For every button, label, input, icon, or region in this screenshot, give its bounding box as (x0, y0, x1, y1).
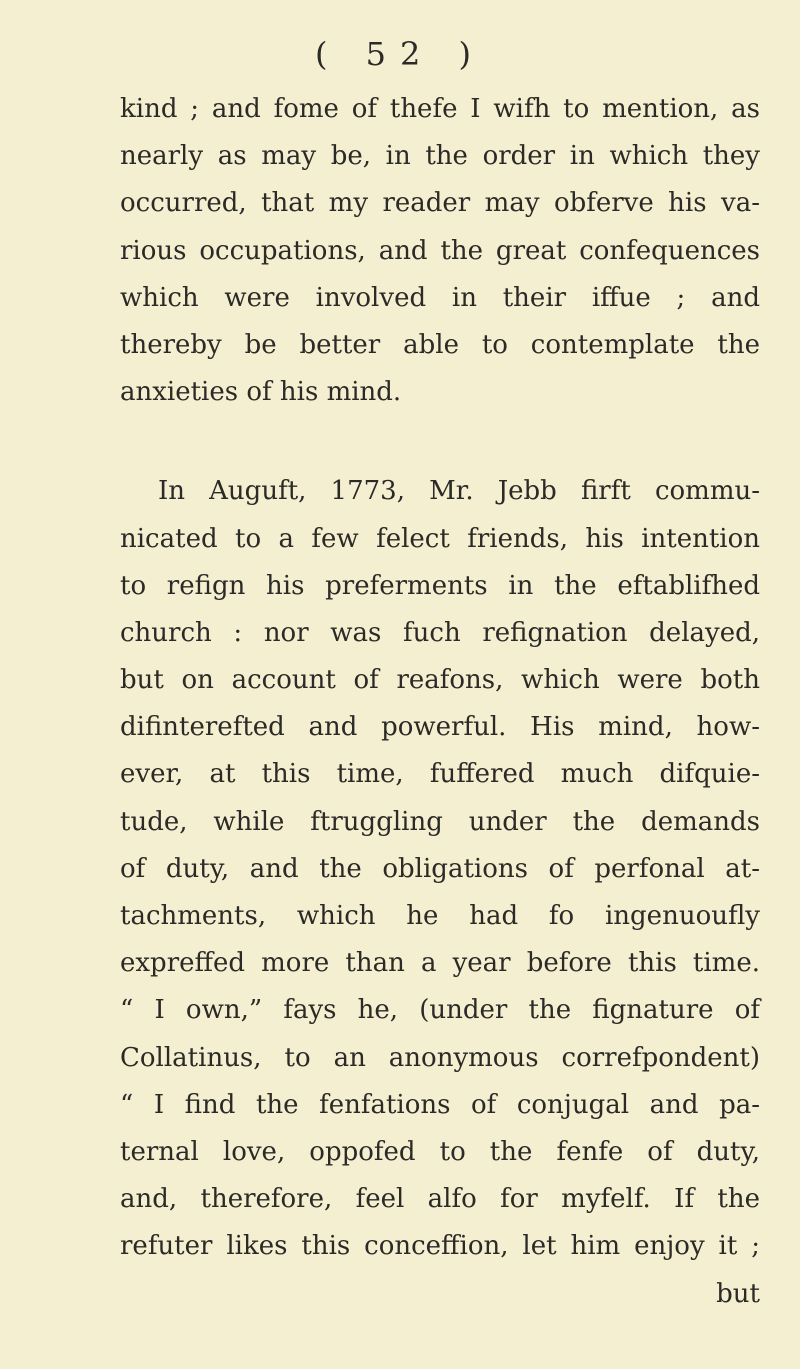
text-line: anxieties of his mind. (120, 377, 402, 408)
text-line: ever, at this time, fuffered much difquie- (120, 759, 760, 790)
body-text (120, 86, 760, 1318)
text-line: expreffed more than a year before this time. (120, 948, 760, 979)
catchword: but (716, 1278, 760, 1309)
text-line: but on account of reafons, which were both (120, 665, 760, 696)
text-line: which were involved in their iffue ; and (120, 282, 760, 313)
text-line: In Auguft, 1773, Mr. Jebb firft commu- (158, 476, 760, 507)
text-line: church : nor was fuch refignation delayed, (120, 617, 760, 648)
paragraph-2 (120, 468, 760, 1270)
text-line: thereby be better able to contemplate the (120, 329, 760, 360)
text-line: “ I find the fenfations of conjugal and pa- (120, 1089, 760, 1120)
text-line: rious occupations, and the great confequences (120, 235, 760, 266)
text-line: occurred, that my reader may obferve his va- (120, 188, 760, 219)
text-line: tachments, which he had fo ingenuoufly (120, 901, 760, 931)
text-line: nearly as may be, in the order in which they (120, 141, 760, 172)
text-line: tude, while ftruggling under the demands (120, 806, 760, 837)
paragraph-gap (120, 416, 760, 468)
text-line: nicated to a few felect friends, his intention (120, 523, 760, 554)
page-number: ( 52 ) (314, 35, 486, 73)
text-line: ternal love, oppofed to the fenfe of duty, (120, 1136, 760, 1167)
text-line: to refign his preferments in the eftablifhed (120, 570, 760, 601)
text-line: Collatinus, to an anonymous correfpondent) (120, 1042, 760, 1073)
text-line: kind ; and fome of thefe I wifh to mention, as (120, 94, 760, 124)
text-line: “ I own,” fays he, (under the fignature of (120, 995, 760, 1026)
paragraph-1 (120, 86, 760, 416)
text-line: and, therefore, feel alfo for myfelf. If the (120, 1184, 760, 1215)
text-line: refuter likes this conceffion, let him enjoy it ; (120, 1231, 760, 1262)
text-line: of duty, and the obligations of perfonal at- (120, 853, 760, 884)
text-line: difinterefted and powerful. His mind, how- (120, 712, 760, 743)
